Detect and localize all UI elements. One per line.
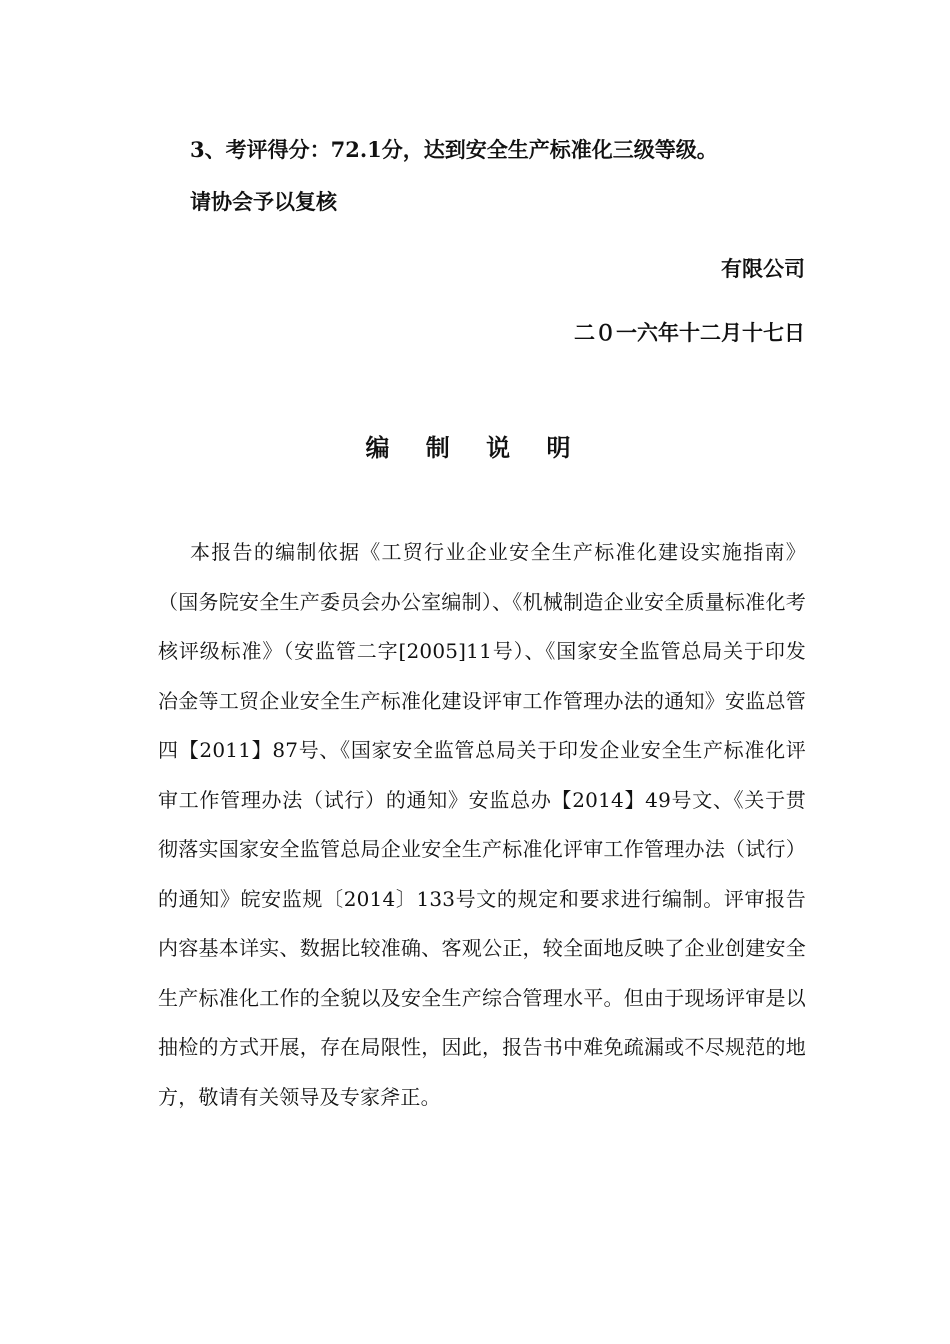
signature-date: 二０一六年十二月十七日 (574, 320, 805, 345)
score-line: 3、考评得分：72.1分，达到安全生产标准化三级等级。 (190, 137, 718, 162)
section-body-paragraph: 本报告的编制依据《工贸行业企业安全生产标准化建设实施指南》（国务院安全生产委员会办公室编制）、《机械制造企业安全质量标准化考核评级标准》（安监管二字[2005]11号）、《国家安全监管总局关于印发冶金等工贸企业安全生产标准化建设评审工作管理办法的通知》安监总管四【2011】87号、《国家安全监管总局关于印发企业安全生产标准化评审工作管理办法（试行）的通知》安监总办【2014】49号文、《关于贯彻落实国家安全监管总局企业安全生产标准化评审工作管理办法（试行）的通知》皖安监规〔2014〕133号文的规定和要求进行编制。评审报告内容基本详实、数据比较准确、客观公正，较全面地反映了企业创建安全生产标准化工作的全貌以及安全生产综合管理水平。但由于现场评审是以抽检的方式开展，存在局限性，因此，报告书中难免疏漏或不尽规范的地方，敬请有关领导及专家斧正。 (158, 540, 806, 1109)
review-request-line: 请协会予以复核 (190, 189, 337, 214)
section-heading: 编 制 说 明 (365, 433, 585, 462)
company-signature: 有限公司 (721, 256, 805, 281)
